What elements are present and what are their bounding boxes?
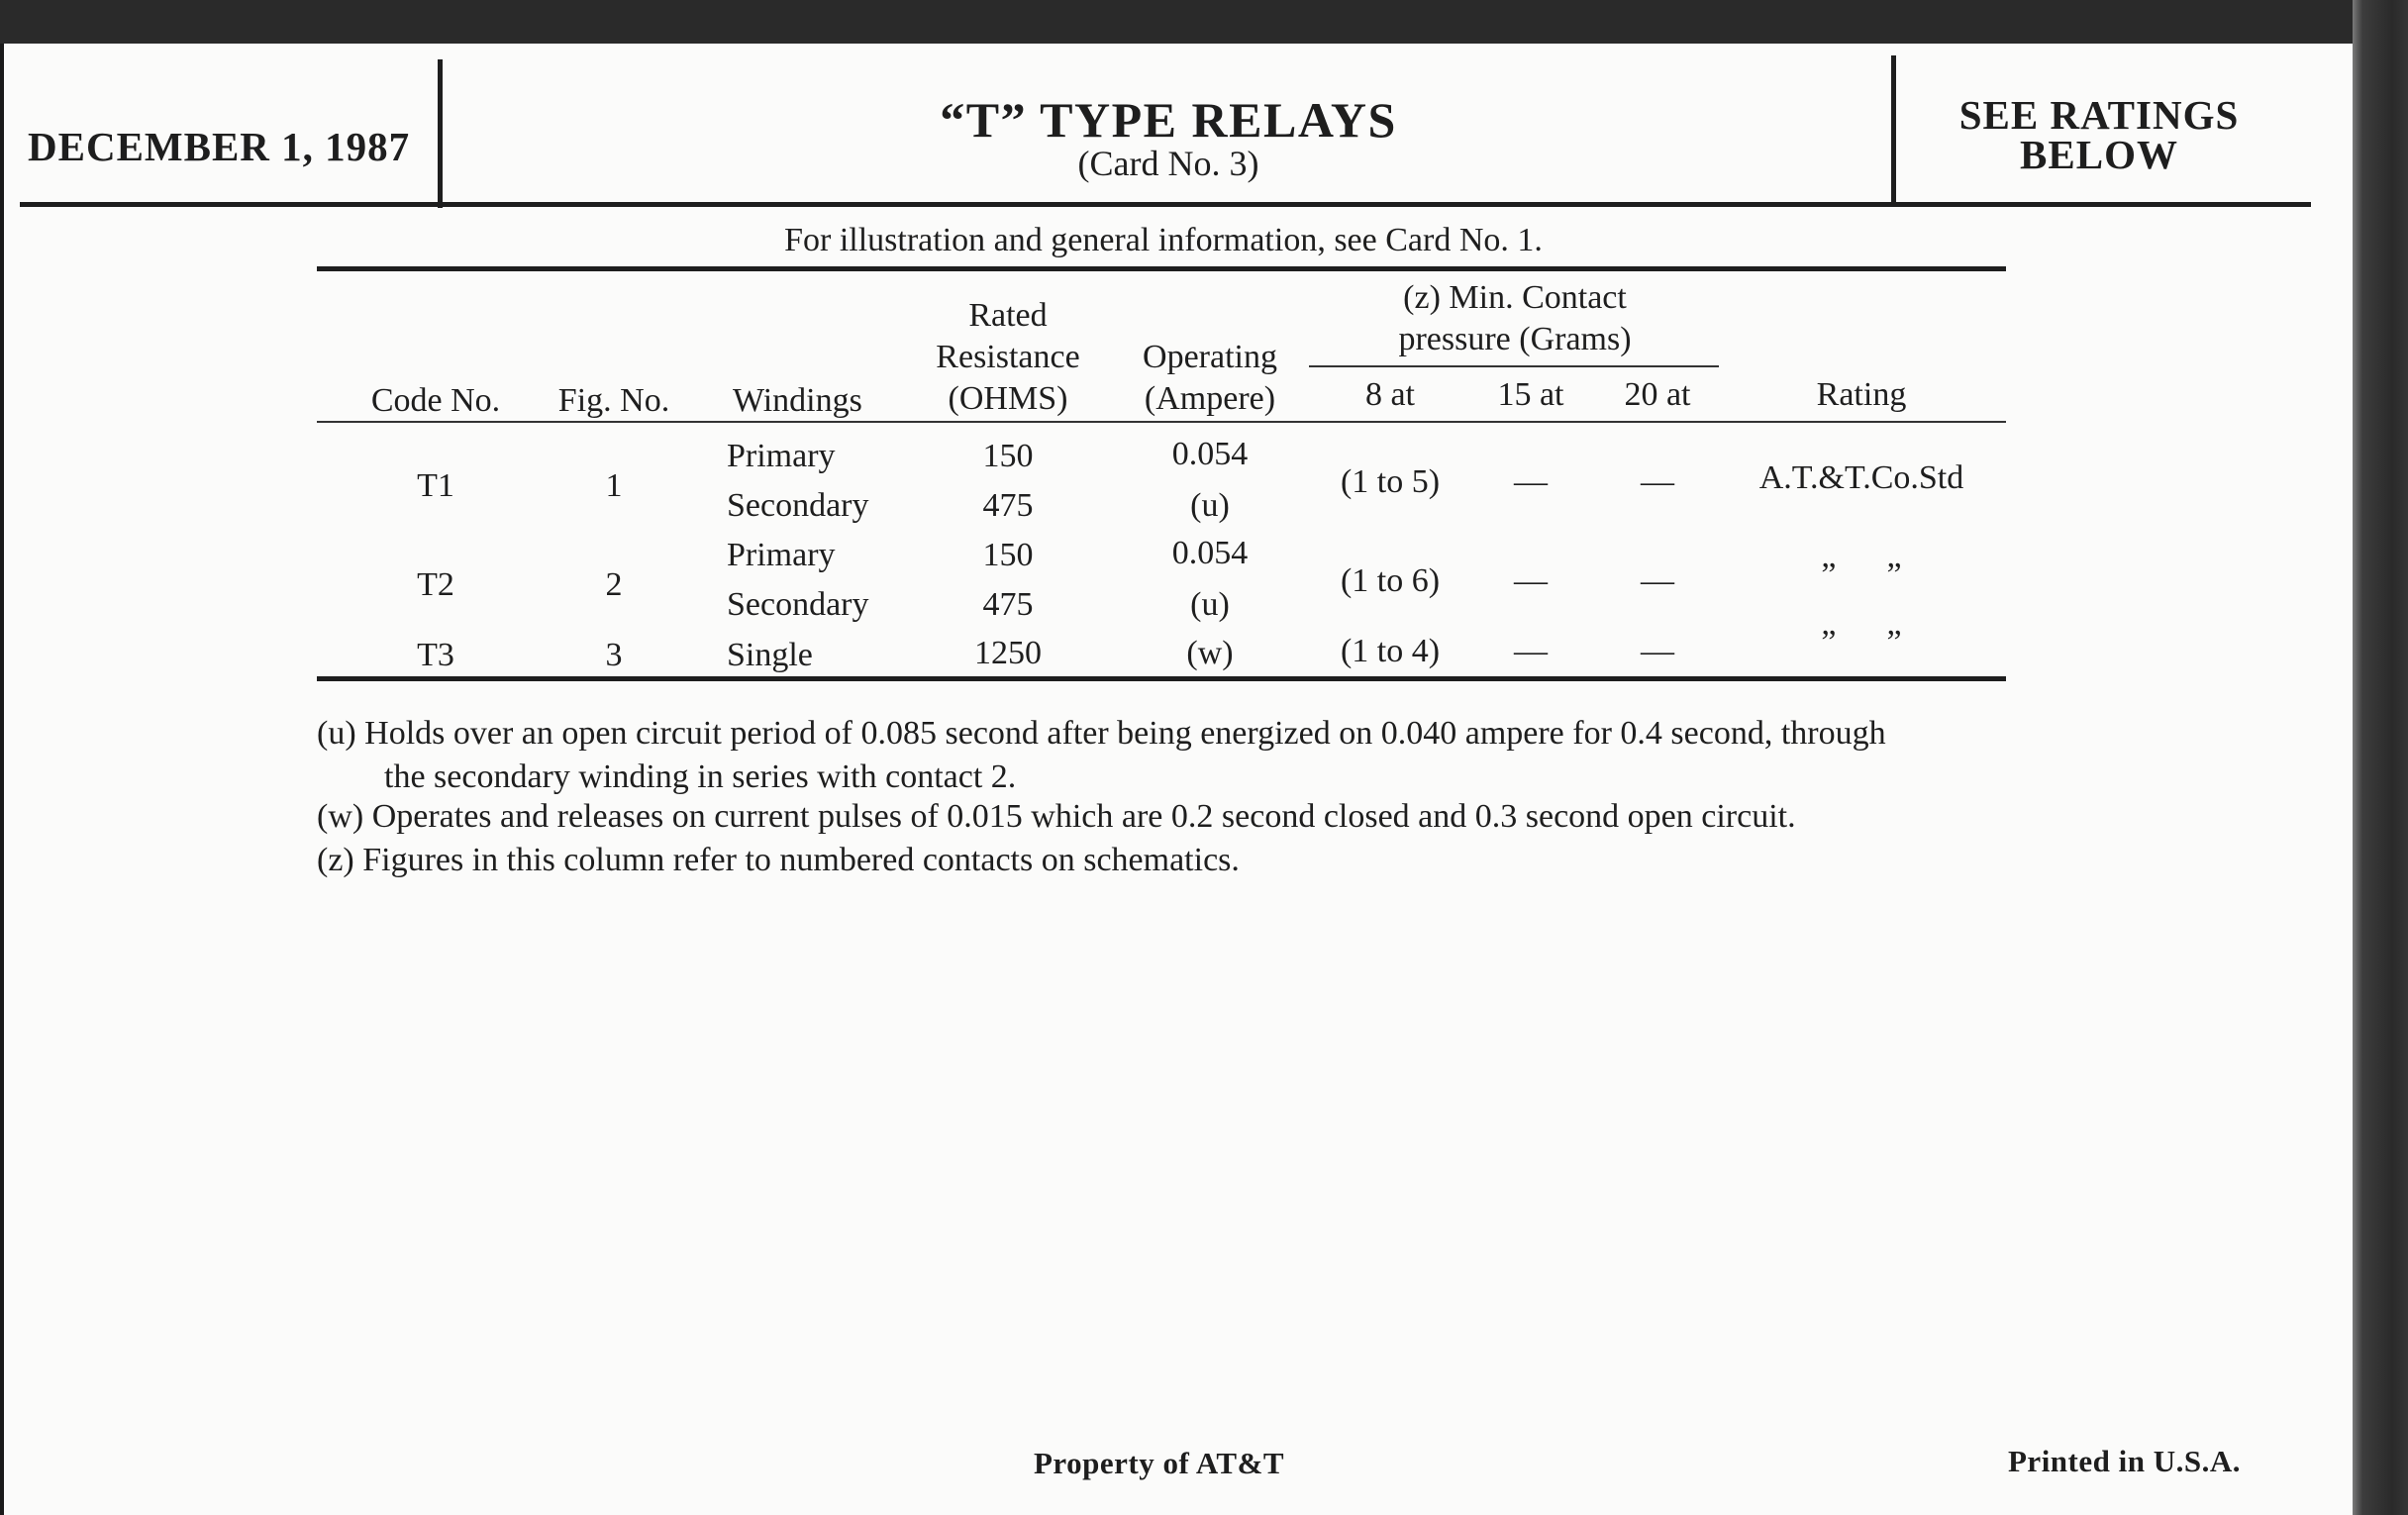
cell-resistance: 475 [982,487,1034,524]
cell-15at: — [1514,463,1548,500]
cell-8at: (1 to 4) [1340,633,1441,669]
header-bottom-rule [20,202,2311,207]
col-header-windings: Windings [733,382,862,419]
cell-operating: (u) [1190,487,1230,524]
header-separator-rule [317,421,2006,423]
col-header-pressure-line1: (z) Min. Contact [1403,279,1627,316]
col-header-15at: 15 at [1497,376,1564,413]
cell-fig: 2 [605,566,623,603]
cell-operating: (u) [1190,586,1230,623]
cell-8at: (1 to 5) [1340,463,1441,500]
footnote-u-continued: the secondary winding in series with contact 2. [384,758,1017,795]
cell-code: T2 [417,566,454,603]
col-header-resistance-line2: Resistance [936,339,1080,375]
col-header-operating-line2: (Ampere) [1144,380,1276,417]
scan-right-border [2353,0,2408,1515]
footer-printed: Printed in U.S.A. [2008,1444,2241,1478]
relay-card [4,44,2353,1515]
see-ratings-line1: SEE RATINGS [1958,92,2240,138]
table-top-rule [317,266,2006,271]
col-header-pressure [1307,277,1723,360]
cell-operating: (w) [1186,635,1234,671]
footnote-z: (z) Figures in this column refer to numbered contacts on schematics. [317,842,1240,878]
card-subtitle: (Card No. 3) [1077,144,1259,183]
footnote-w: (w) Operates and releases on current pulses of 0.015 which are 0.2 second closed and 0.3 second open circuit. [317,798,1796,835]
col-header-rating: Rating [1816,376,1907,413]
col-header-resistance [909,295,1107,420]
pressure-group-rule [1309,365,1719,367]
cell-rating: ” ” [1821,556,1902,593]
col-header-20at: 20 at [1624,376,1691,413]
table-bottom-rule [317,676,2006,681]
cell-winding: Primary [727,537,836,573]
cell-rating: A.T.&T.Co.Std [1758,459,1964,496]
col-header-operating-line1: Operating [1143,339,1277,375]
cell-8at: (1 to 6) [1340,562,1441,599]
col-header-resistance-line1: Rated [968,297,1048,334]
card-title: “T” TYPE RELAYS [940,92,1397,148]
footer-property: Property of AT&T [1034,1446,1285,1480]
col-header-fig: Fig. No. [557,382,670,419]
col-header-code: Code No. [370,382,501,419]
cell-fig: 3 [605,637,623,673]
cell-15at: — [1514,633,1548,669]
col-header-resistance-line3: (OHMS) [948,380,1068,417]
cell-code: T1 [417,467,454,504]
cell-code: T3 [417,637,454,673]
cell-15at: — [1514,562,1548,599]
col-header-8at: 8 at [1364,376,1416,413]
cell-fig: 1 [605,467,623,504]
cell-20at: — [1641,562,1674,599]
cell-20at: — [1641,463,1674,500]
see-ratings-line2: BELOW [2020,132,2178,177]
illustration-note: For illustration and general information, see Card No. 1. [784,222,1543,258]
footnote-u: (u) Holds over an open circuit period of 0.085 second after being energized on 0.040 ampere for 0.4 second, through [317,715,1886,752]
cell-resistance: 475 [982,586,1034,623]
cell-resistance: 1250 [974,635,1042,671]
cell-winding: Single [727,637,813,673]
cell-rating: ” ” [1821,624,1902,660]
cell-operating: 0.054 [1171,436,1249,472]
col-header-pressure-line2: pressure (Grams) [1398,321,1632,357]
cell-20at: — [1641,633,1674,669]
cell-resistance: 150 [982,537,1034,573]
see-ratings-label [1906,92,2292,177]
header-divider-right [1891,55,1896,202]
cell-winding: Secondary [727,487,869,524]
scan-top-border [0,0,2408,44]
header-divider-left [438,59,443,208]
col-header-operating [1111,337,1309,420]
cell-winding: Secondary [727,586,869,623]
cell-winding: Primary [727,438,836,474]
card-date: DECEMBER 1, 1987 [28,124,411,169]
cell-resistance: 150 [982,438,1034,474]
cell-operating: 0.054 [1171,535,1249,571]
